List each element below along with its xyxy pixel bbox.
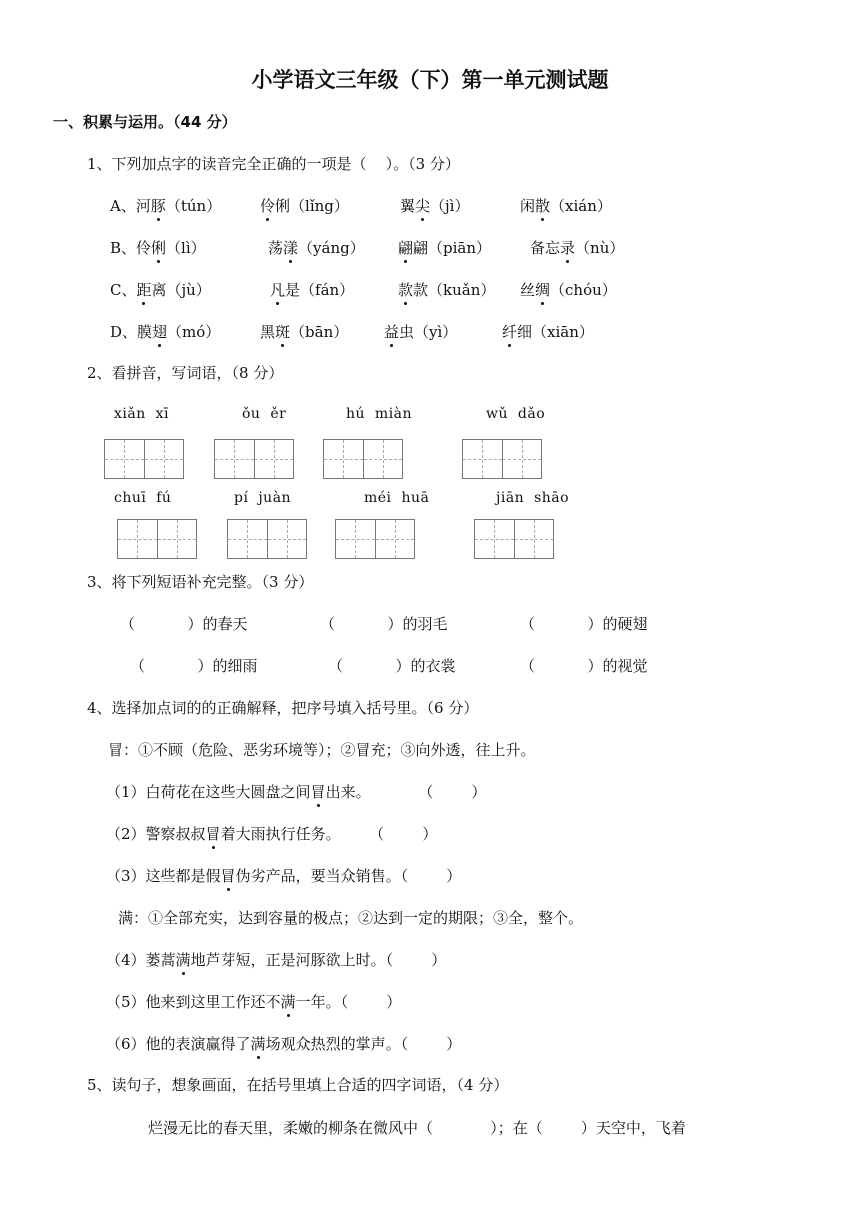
q1-option-4-4: 纤细（xiān） [502, 323, 594, 341]
q1-option-4-3: 益虫（yì） [384, 323, 458, 341]
sentence-4: （4）蒌蒿满地芦芽短，正是河豚欲上时。（ ） [106, 951, 447, 969]
definition-mao: 冒：①不顾（危险、恶劣环境等）；②冒充；③向外透，往上升。 [108, 741, 536, 759]
sentence-5: （5）他来到这里工作还不满一年。（ ） [106, 993, 402, 1011]
q1-option-2-2: 荡漾（yáng） [268, 239, 365, 257]
sentence-2: （2）警察叔叔冒着大雨执行任务。 （ ） [106, 825, 438, 843]
q1-option-2-3: 翩翩（piān） [398, 239, 492, 257]
q1-option-2-4: 备忘录（nù） [530, 239, 625, 257]
phrase-blank-1[interactable]: （ ）的春天 [120, 615, 248, 633]
definition-man: 满：①全部充实，达到容量的极点；②达到一定的期限；③全，整个。 [118, 909, 584, 927]
phrase-blank-5[interactable]: （ ）的衣裳 [328, 657, 456, 675]
question-2-stem: 2、看拼音，写词语，（8 分） [87, 364, 284, 382]
q1-option-1-2: 伶俐（lǐng） [260, 197, 349, 215]
writing-box-6[interactable] [227, 519, 307, 559]
q1-option-3-2: 凡是（fán） [270, 281, 355, 299]
question-5-stem: 5、读句子，想象画面，在括号里填上合适的四字词语，（4 分） [87, 1076, 509, 1094]
pinyin-6: pí juàn [234, 490, 292, 506]
sentence-6: （6）他的表演赢得了满场观众热烈的掌声。（ ） [106, 1035, 462, 1053]
writing-box-7[interactable] [335, 519, 415, 559]
pinyin-5: chuī fú [114, 490, 172, 506]
q1-option-1-1: A、河豚（tún） [110, 197, 222, 215]
q1-option-4-1: D、膜翅（mó） [110, 323, 221, 341]
pinyin-4: wǔ dǎo [486, 406, 546, 422]
q1-option-3-4: 丝绸（chóu） [520, 281, 617, 299]
pinyin-7: méi huā [364, 490, 430, 506]
writing-box-4[interactable] [462, 439, 542, 479]
page-title: 小学语文三年级（下）第一单元测试题 [251, 68, 609, 92]
sentence-1: （1）白荷花在这些大圆盘之间冒出来。 （ ） [106, 783, 487, 801]
question-1-stem: 1、下列加点字的读音完全正确的一项是（ ）。（3 分） [87, 155, 460, 173]
writing-box-3[interactable] [323, 439, 403, 479]
q1-option-1-4: 闲散（xián） [520, 197, 612, 215]
writing-box-2[interactable] [214, 439, 294, 479]
pinyin-3: hú miàn [346, 406, 413, 422]
section-heading: 一、积累与运用。（44 分） [53, 113, 237, 131]
q1-option-3-3: 款款（kuǎn） [398, 281, 496, 299]
writing-box-1[interactable] [104, 439, 184, 479]
question-3-stem: 3、将下列短语补充完整。（3 分） [87, 573, 314, 591]
sentence-3: （3）这些都是假冒伪劣产品，要当众销售。（ ） [106, 867, 462, 885]
phrase-blank-4[interactable]: （ ）的细雨 [130, 657, 258, 675]
pinyin-8: jiān shāo [496, 490, 570, 506]
question-4-stem: 4、选择加点词的的正确解释，把序号填入括号里。（6 分） [87, 699, 479, 717]
phrase-blank-2[interactable]: （ ）的羽毛 [320, 615, 448, 633]
q1-option-4-2: 黑斑（bān） [260, 323, 349, 341]
q1-option-1-3: 翼尖（jì） [400, 197, 470, 215]
writing-box-5[interactable] [117, 519, 197, 559]
phrase-blank-6[interactable]: （ ）的视觉 [520, 657, 648, 675]
writing-box-8[interactable] [474, 519, 554, 559]
question-5-passage: 烂漫无比的春天里，柔嫩的柳条在微风中（ ）；在（ ）天空中，飞着 [148, 1119, 686, 1137]
pinyin-2: ǒu ěr [242, 406, 287, 422]
pinyin-1: xiǎn xī [114, 406, 170, 422]
phrase-blank-3[interactable]: （ ）的硬翅 [520, 615, 648, 633]
q1-option-3-1: C、距离（jù） [110, 281, 211, 299]
q1-option-2-1: B、伶俐（lì） [110, 239, 206, 257]
